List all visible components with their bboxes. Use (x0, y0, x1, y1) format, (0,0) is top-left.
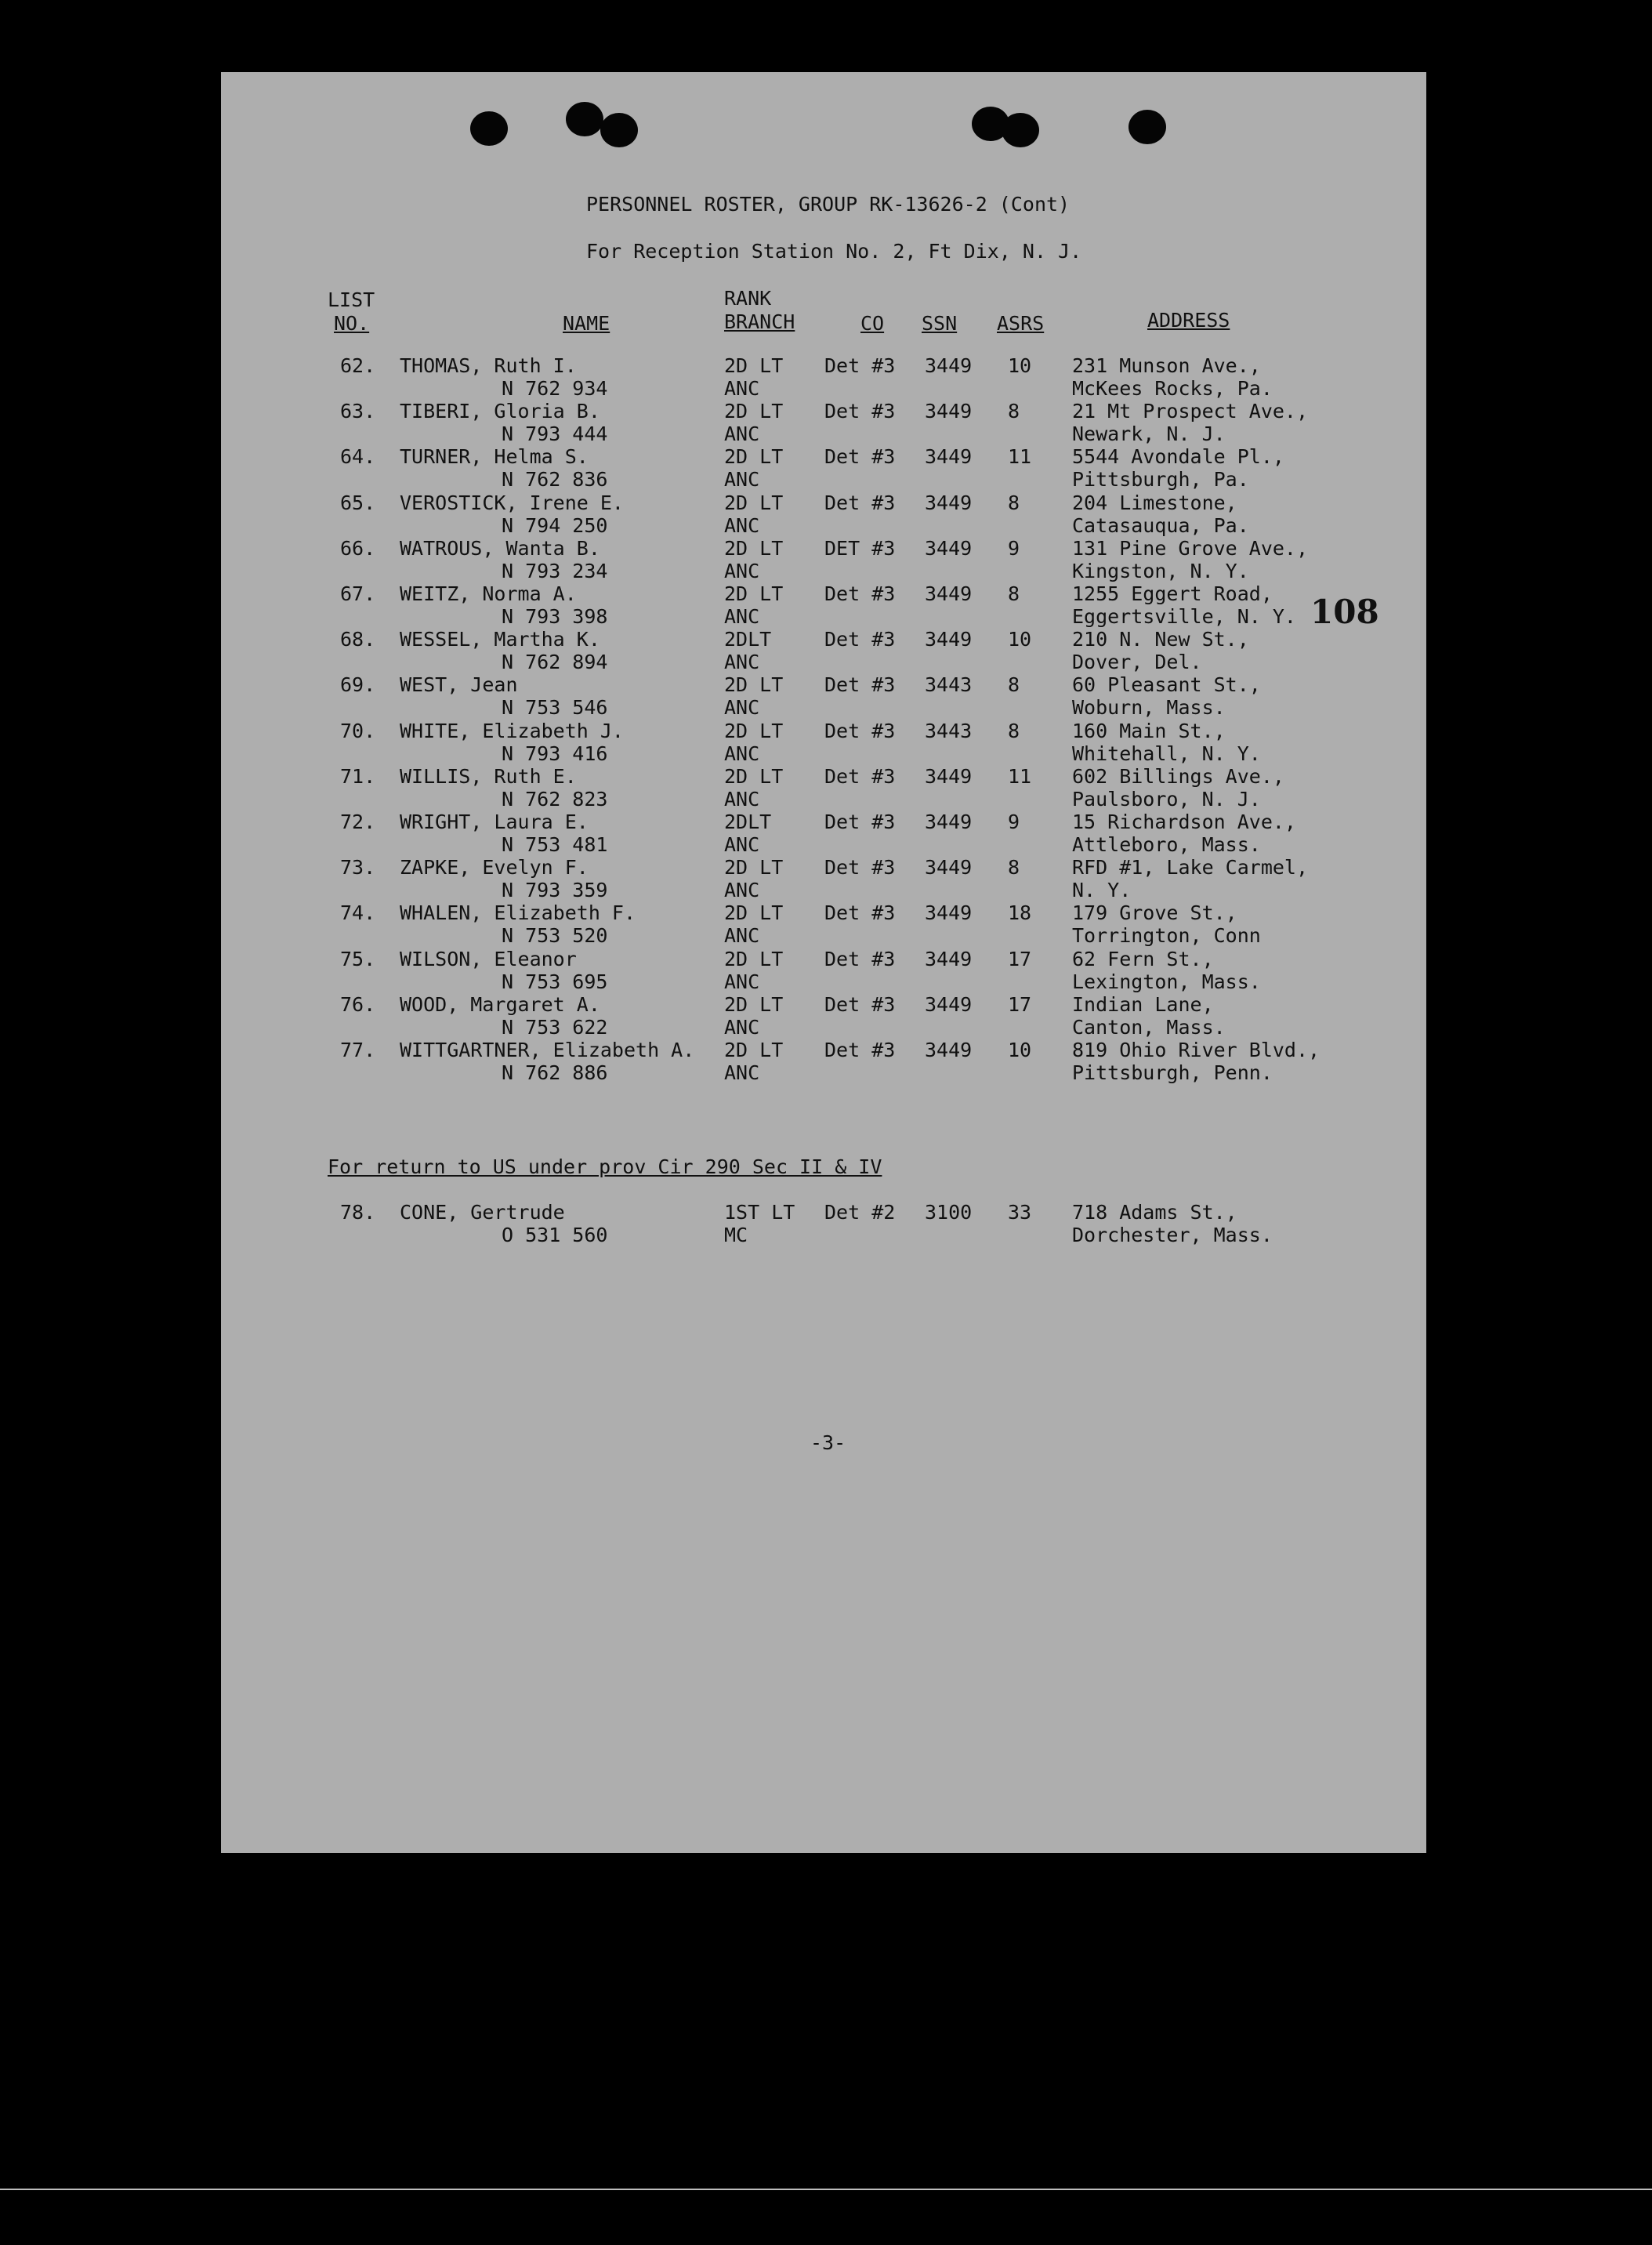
stamp-number: 108 (1310, 593, 1379, 631)
row-name: VEROSTICK, Irene E. (400, 491, 624, 514)
row-rank: 2D LT (724, 582, 784, 605)
row-ssn: 3449 (925, 901, 973, 924)
row-serial: N 793 359 (502, 879, 608, 901)
punch-hole (1002, 113, 1039, 147)
row-rank: 2D LT (724, 491, 784, 514)
page-number: -3- (810, 1431, 846, 1454)
row-co: Det #3 (824, 400, 896, 423)
row-address-line2: Pittsburgh, Pa. (1072, 468, 1249, 491)
row-branch: ANC (724, 377, 760, 400)
row-address-line2: Torrington, Conn (1072, 924, 1261, 947)
row-serial: N 794 250 (502, 514, 608, 537)
header-co: CO (860, 312, 885, 335)
row-asrs: 8 (1008, 400, 1020, 423)
row-branch: ANC (724, 1061, 760, 1084)
row-name: WATROUS, Wanta B. (400, 537, 600, 560)
header-list-no-2: NO. (334, 312, 370, 335)
row-rank: 1ST LT (724, 1201, 795, 1224)
row-number: 67. (340, 582, 376, 605)
row-address-line2: McKees Rocks, Pa. (1072, 377, 1273, 400)
row-serial: N 793 444 (502, 423, 608, 445)
row-rank: 2D LT (724, 537, 784, 560)
row-serial: N 762 886 (502, 1061, 608, 1084)
row-address-line2: Catasauqua, Pa. (1072, 514, 1249, 537)
row-co: Det #3 (824, 582, 896, 605)
row-address-line2: N. Y. (1072, 879, 1132, 901)
header-ssn: SSN (922, 312, 958, 335)
row-number: 68. (340, 628, 376, 651)
row-ssn: 3449 (925, 400, 973, 423)
row-number: 66. (340, 537, 376, 560)
row-serial: N 762 836 (502, 468, 608, 491)
row-rank: 2D LT (724, 673, 784, 696)
row-address-line1: 160 Main St., (1072, 720, 1226, 742)
row-name: WHALEN, Elizabeth F. (400, 901, 636, 924)
row-number: 74. (340, 901, 376, 924)
row-ssn: 3443 (925, 720, 973, 742)
row-serial: N 793 398 (502, 605, 608, 628)
row-rank: 2D LT (724, 400, 784, 423)
row-co: Det #3 (824, 491, 896, 514)
row-name: WILSON, Eleanor (400, 948, 577, 970)
row-name: WEST, Jean (400, 673, 518, 696)
row-name: WESSEL, Martha K. (400, 628, 600, 651)
row-branch: ANC (724, 742, 760, 765)
row-address-line1: 5544 Avondale Pl., (1072, 445, 1284, 468)
row-co: Det #3 (824, 720, 896, 742)
row-asrs: 18 (1008, 901, 1032, 924)
row-serial: N 762 894 (502, 651, 608, 673)
row-serial: N 793 234 (502, 560, 608, 582)
row-serial: N 793 416 (502, 742, 608, 765)
row-rank: 2D LT (724, 901, 784, 924)
row-address-line2: Eggertsville, N. Y. (1072, 605, 1296, 628)
row-rank: 2DLT (724, 811, 772, 833)
row-branch: ANC (724, 879, 760, 901)
header-list-no: LIST (328, 288, 375, 311)
row-co: Det #3 (824, 628, 896, 651)
row-name: THOMAS, Ruth I. (400, 354, 577, 377)
row-asrs: 8 (1008, 856, 1020, 879)
row-ssn: 3449 (925, 765, 973, 788)
punch-hole (600, 113, 638, 147)
row-serial: N 753 520 (502, 924, 608, 947)
row-asrs: 8 (1008, 582, 1020, 605)
row-co: Det #3 (824, 765, 896, 788)
document-title: PERSONNEL ROSTER, GROUP RK-13626-2 (Cont) (586, 193, 1071, 216)
scan-edge-line (0, 2189, 1652, 2190)
row-ssn: 3449 (925, 354, 973, 377)
row-address-line1: RFD #1, Lake Carmel, (1072, 856, 1309, 879)
row-name: CONE, Gertrude (400, 1201, 565, 1224)
row-branch: ANC (724, 651, 760, 673)
row-name: WRIGHT, Laura E. (400, 811, 589, 833)
row-address-line1: Indian Lane, (1072, 993, 1214, 1016)
row-rank: 2D LT (724, 948, 784, 970)
row-number: 78. (340, 1201, 376, 1224)
row-address-line1: 231 Munson Ave., (1072, 354, 1261, 377)
row-name: TIBERI, Gloria B. (400, 400, 600, 423)
row-ssn: 3449 (925, 445, 973, 468)
row-ssn: 3449 (925, 948, 973, 970)
row-branch: MC (724, 1224, 748, 1246)
row-rank: 2D LT (724, 765, 784, 788)
row-address-line2: Whitehall, N. Y. (1072, 742, 1261, 765)
row-address-line2: Pittsburgh, Penn. (1072, 1061, 1273, 1084)
row-ssn: 3449 (925, 537, 973, 560)
row-serial: N 753 622 (502, 1016, 608, 1039)
row-asrs: 10 (1008, 354, 1032, 377)
row-asrs: 8 (1008, 673, 1020, 696)
punch-hole (566, 102, 603, 136)
row-name: WILLIS, Ruth E. (400, 765, 577, 788)
row-address-line1: 1255 Eggert Road, (1072, 582, 1273, 605)
row-number: 63. (340, 400, 376, 423)
row-number: 73. (340, 856, 376, 879)
row-name: WITTGARTNER, Elizabeth A. (400, 1039, 695, 1061)
row-serial: N 753 695 (502, 970, 608, 993)
row-address-line2: Kingston, N. Y. (1072, 560, 1249, 582)
row-address-line2: Lexington, Mass. (1072, 970, 1261, 993)
row-asrs: 9 (1008, 537, 1020, 560)
header-name: NAME (563, 312, 610, 335)
row-ssn: 3449 (925, 491, 973, 514)
row-branch: ANC (724, 605, 760, 628)
document-subtitle: For Reception Station No. 2, Ft Dix, N. J. (586, 240, 1082, 263)
row-rank: 2DLT (724, 628, 772, 651)
row-asrs: 17 (1008, 948, 1032, 970)
row-asrs: 11 (1008, 445, 1032, 468)
row-ssn: 3100 (925, 1201, 973, 1224)
header-asrs: ASRS (997, 312, 1045, 335)
row-branch: ANC (724, 924, 760, 947)
row-number: 77. (340, 1039, 376, 1061)
row-ssn: 3449 (925, 582, 973, 605)
row-address-line1: 819 Ohio River Blvd., (1072, 1039, 1321, 1061)
row-co: Det #3 (824, 856, 896, 879)
row-asrs: 9 (1008, 811, 1020, 833)
header-address: ADDRESS (1147, 309, 1230, 332)
row-serial: O 531 560 (502, 1224, 608, 1246)
row-ssn: 3449 (925, 628, 973, 651)
row-address-line2: Dorchester, Mass. (1072, 1224, 1273, 1246)
row-address-line1: 21 Mt Prospect Ave., (1072, 400, 1309, 423)
row-co: Det #3 (824, 811, 896, 833)
row-address-line1: 204 Limestone, (1072, 491, 1237, 514)
row-co: Det #3 (824, 354, 896, 377)
row-address-line1: 62 Fern St., (1072, 948, 1214, 970)
row-rank: 2D LT (724, 354, 784, 377)
row-address-line1: 131 Pine Grove Ave., (1072, 537, 1309, 560)
header-branch: BRANCH (724, 310, 795, 333)
row-branch: ANC (724, 468, 760, 491)
row-asrs: 33 (1008, 1201, 1032, 1224)
row-name: WEITZ, Norma A. (400, 582, 577, 605)
row-number: 70. (340, 720, 376, 742)
row-co: Det #3 (824, 673, 896, 696)
row-address-line2: Woburn, Mass. (1072, 696, 1226, 719)
row-asrs: 8 (1008, 491, 1020, 514)
row-address-line2: Dover, Del. (1072, 651, 1202, 673)
row-number: 71. (340, 765, 376, 788)
row-number: 75. (340, 948, 376, 970)
row-number: 65. (340, 491, 376, 514)
row-ssn: 3449 (925, 993, 973, 1016)
row-co: Det #3 (824, 901, 896, 924)
row-address-line1: 718 Adams St., (1072, 1201, 1237, 1224)
row-number: 69. (340, 673, 376, 696)
row-asrs: 10 (1008, 1039, 1032, 1061)
header-rank: RANK (724, 287, 772, 310)
row-co: Det #3 (824, 445, 896, 468)
row-co: Det #2 (824, 1201, 896, 1224)
row-co: DET #3 (824, 537, 896, 560)
row-asrs: 17 (1008, 993, 1032, 1016)
row-address-line2: Canton, Mass. (1072, 1016, 1226, 1039)
row-ssn: 3449 (925, 811, 973, 833)
row-branch: ANC (724, 1016, 760, 1039)
row-serial: N 753 546 (502, 696, 608, 719)
row-address-line1: 602 Billings Ave., (1072, 765, 1284, 788)
row-co: Det #3 (824, 948, 896, 970)
row-rank: 2D LT (724, 1039, 784, 1061)
row-address-line2: Paulsboro, N. J. (1072, 788, 1261, 811)
row-branch: ANC (724, 560, 760, 582)
row-co: Det #3 (824, 1039, 896, 1061)
row-name: WHITE, Elizabeth J. (400, 720, 624, 742)
row-name: WOOD, Margaret A. (400, 993, 600, 1016)
row-ssn: 3449 (925, 1039, 973, 1061)
row-name: ZAPKE, Evelyn F. (400, 856, 589, 879)
row-branch: ANC (724, 696, 760, 719)
row-branch: ANC (724, 970, 760, 993)
punch-hole (1129, 110, 1166, 144)
row-number: 62. (340, 354, 376, 377)
row-co: Det #3 (824, 993, 896, 1016)
section-heading: For return to US under prov Cir 290 Sec II & IV (328, 1155, 882, 1178)
row-address-line1: 60 Pleasant St., (1072, 673, 1261, 696)
row-serial: N 762 934 (502, 377, 608, 400)
row-address-line2: Attleboro, Mass. (1072, 833, 1261, 856)
row-address-line1: 15 Richardson Ave., (1072, 811, 1296, 833)
row-asrs: 8 (1008, 720, 1020, 742)
row-address-line2: Newark, N. J. (1072, 423, 1226, 445)
row-rank: 2D LT (724, 445, 784, 468)
row-branch: ANC (724, 833, 760, 856)
row-asrs: 11 (1008, 765, 1032, 788)
punch-hole (470, 111, 508, 146)
row-name: TURNER, Helma S. (400, 445, 589, 468)
row-asrs: 10 (1008, 628, 1032, 651)
row-number: 72. (340, 811, 376, 833)
document-page (221, 72, 1426, 1853)
row-serial: N 762 823 (502, 788, 608, 811)
row-branch: ANC (724, 514, 760, 537)
row-rank: 2D LT (724, 856, 784, 879)
row-rank: 2D LT (724, 720, 784, 742)
row-ssn: 3443 (925, 673, 973, 696)
row-rank: 2D LT (724, 993, 784, 1016)
row-branch: ANC (724, 788, 760, 811)
row-address-line1: 210 N. New St., (1072, 628, 1249, 651)
row-serial: N 753 481 (502, 833, 608, 856)
row-ssn: 3449 (925, 856, 973, 879)
row-number: 76. (340, 993, 376, 1016)
row-address-line1: 179 Grove St., (1072, 901, 1237, 924)
row-number: 64. (340, 445, 376, 468)
row-branch: ANC (724, 423, 760, 445)
